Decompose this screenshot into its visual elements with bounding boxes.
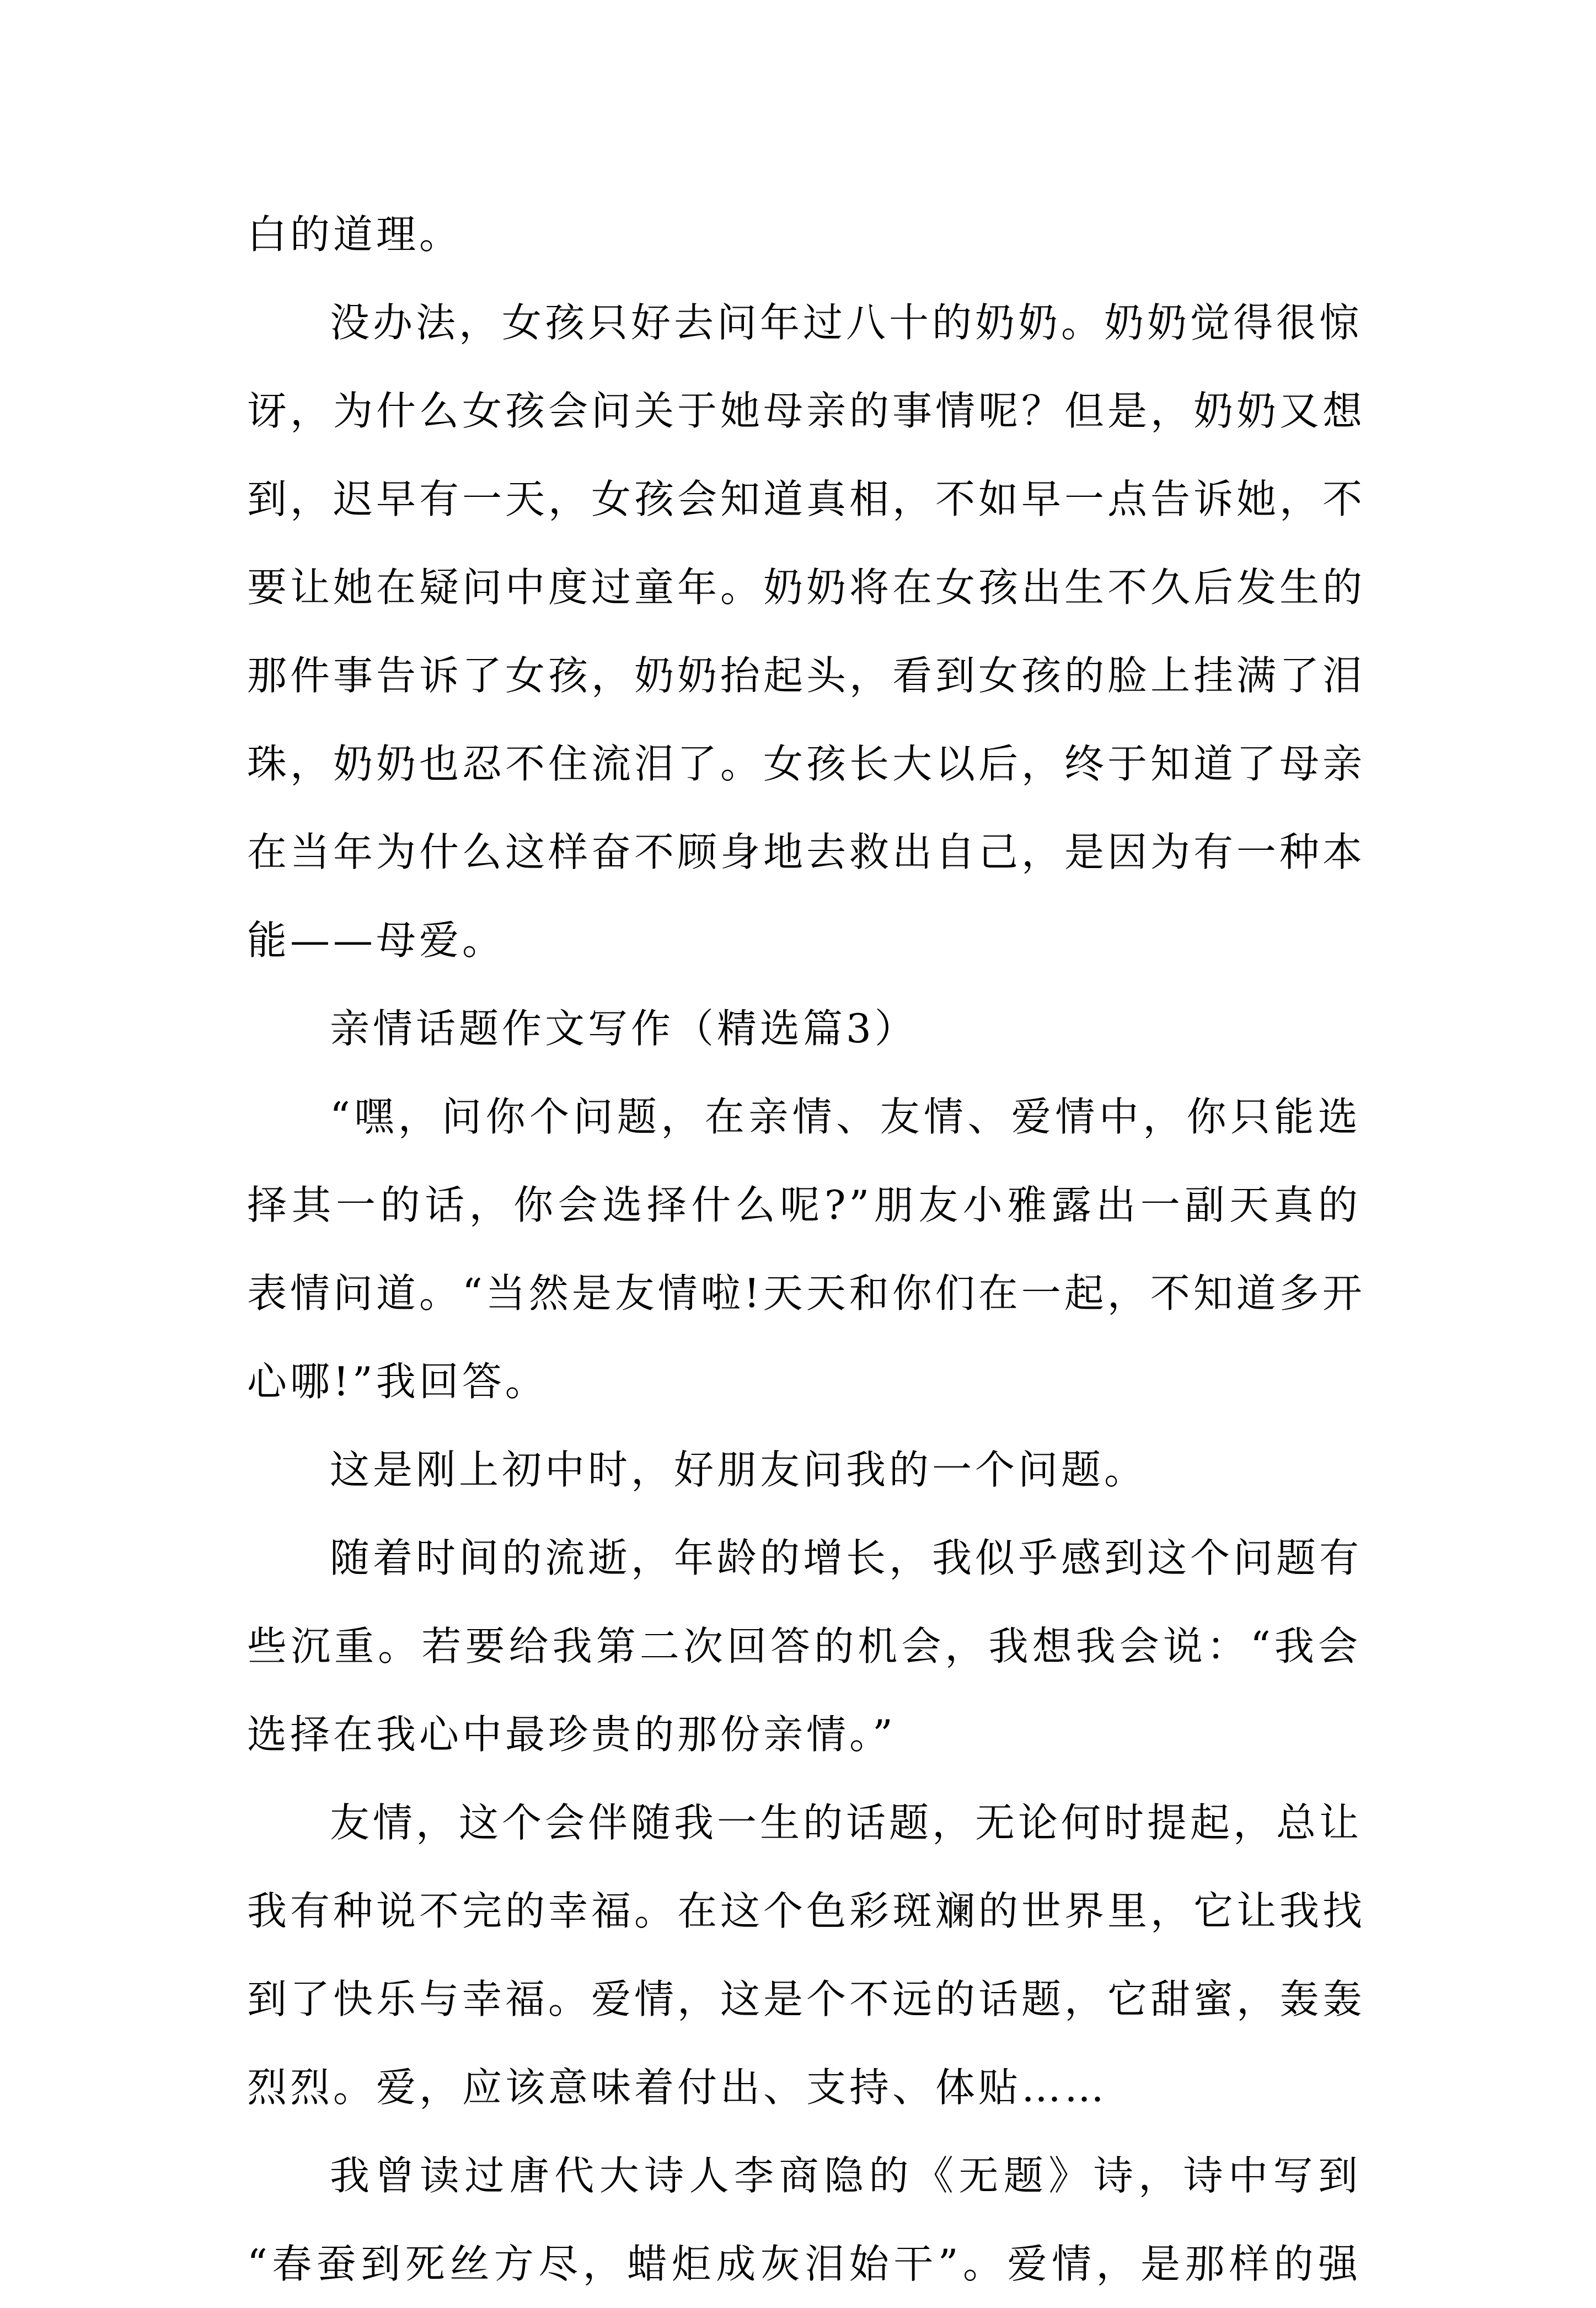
text-line: 友情，这个会伴随我一生的话题，无论何时提起，总让 bbox=[330, 1800, 1363, 1846]
text-line: 选择在我心中最珍贵的那份亲情。” bbox=[247, 1711, 896, 1758]
text-line: 表情问道。“当然是友情啦!天天和你们在一起，不知道多开 bbox=[247, 1270, 1365, 1316]
text-line: “春蚕到死丝方尽，蜡炬成灰泪始干”。爱情，是那样的强 bbox=[247, 2241, 1361, 2287]
text-line: 在当年为什么这样奋不顾身地去救出自己，是因为有一种本 bbox=[247, 829, 1366, 875]
text-line: 随着时间的流逝，年龄的增长，我似乎感到这个问题有 bbox=[330, 1535, 1363, 1581]
text-line: 那件事告诉了女孩，奶奶抬起头，看到女孩的脸上挂满了泪 bbox=[247, 652, 1366, 699]
body-text bbox=[247, 190, 1366, 2308]
text-line: 烈烈。爱，应该意味着付出、支持、体贴…… bbox=[247, 2064, 1108, 2111]
text-line: 择其一的话，你会选择什么呢?”朋友小雅露出一副天真的 bbox=[247, 1182, 1361, 1228]
text-line: 这是刚上初中时，好朋友问我的一个问题。 bbox=[330, 1447, 1148, 1493]
text-line: 讶，为什么女孩会问关于她母亲的事情呢？但是，奶奶又想 bbox=[247, 388, 1366, 434]
text-line: 到了快乐与幸福。爱情，这是个不远的话题，它甜蜜，轰轰 bbox=[247, 1976, 1366, 2022]
text-line: 能——母爱。 bbox=[247, 917, 506, 963]
text-line: 些沉重。若要给我第二次回答的机会，我想我会说：“我会 bbox=[247, 1623, 1361, 1669]
text-line: 没办法，女孩只好去问年过八十的奶奶。奶奶觉得很惊 bbox=[330, 299, 1363, 346]
text-line: “嘿，问你个问题，在亲情、友情、爱情中，你只能选 bbox=[330, 1094, 1361, 1140]
text-line: 我曾读过唐代大诗人李商隐的《无题》诗，诗中写到 bbox=[330, 2152, 1361, 2199]
text-line: 白的道理。 bbox=[247, 211, 463, 258]
text-line: 到，迟早有一天，女孩会知道真相，不如早一点告诉她，不 bbox=[247, 476, 1366, 522]
section-heading: 亲情话题作文写作（精选篇3） bbox=[330, 1005, 918, 1052]
text-line: 要让她在疑问中度过童年。奶奶将在女孩出生不久后发生的 bbox=[247, 564, 1366, 611]
text-line: 我有种说不完的幸福。在这个色彩斑斓的世界里，它让我找 bbox=[247, 1888, 1366, 1934]
text-line: 珠，奶奶也忍不住流泪了。女孩长大以后，终于知道了母亲 bbox=[247, 741, 1366, 787]
text-line: 心哪!”我回答。 bbox=[247, 1358, 548, 1405]
